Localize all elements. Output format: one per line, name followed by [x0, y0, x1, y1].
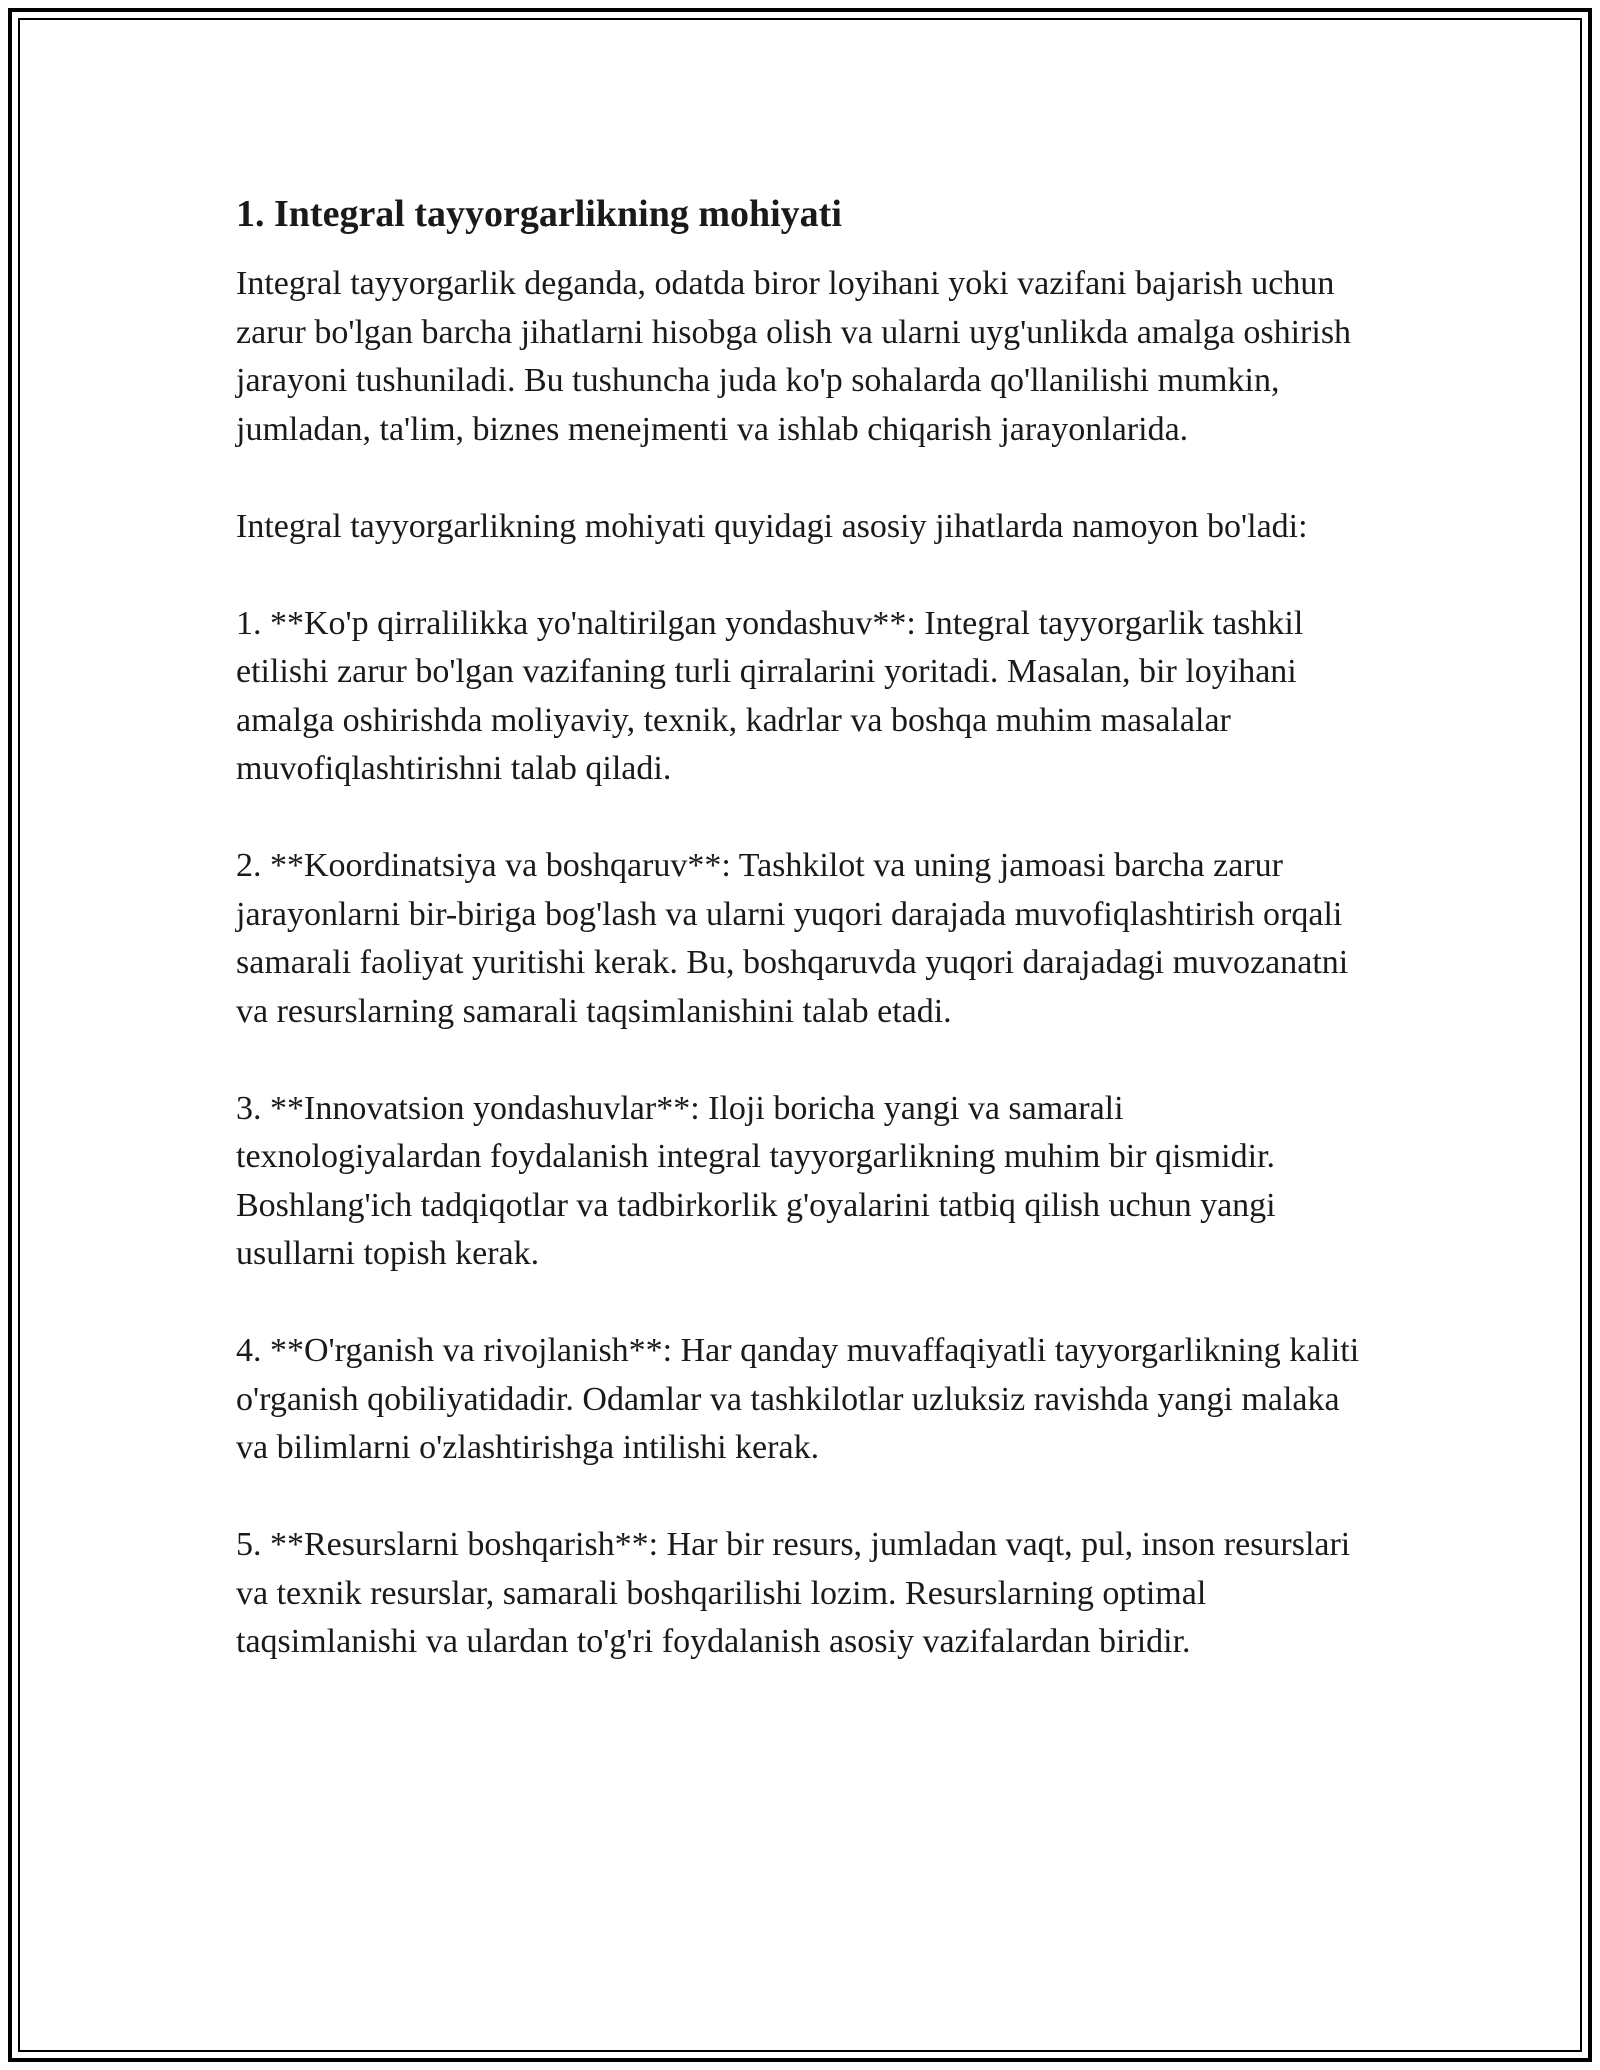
paragraph-gap — [236, 794, 1376, 843]
lead-paragraph: Integral tayyorgarlikning mohiyati quyidagi asosiy jihatlarda namoyon bo'ladi: — [236, 507, 1308, 545]
intro-paragraph: Integral tayyorgarlik deganda, odatda biror loyihani yoki vazifani bajarish uchun zarur bo'lgan barcha jihatlarni hisobga olish va ularni uyg'unlikda amalga oshirish jarayoni tushuniladi. Bu tushuncha juda ko'p sohalarda qo'llanilishi mumkin, jumladan, ta'lim, biznes menejmenti va ishlab chiqarish jarayonlarida. — [236, 265, 1352, 448]
paragraph-gap — [236, 454, 1376, 503]
paragraph-gap — [236, 551, 1376, 600]
list-item-2: 2. **Koordinatsiya va boshqaruv**: Tashkilot va uning jamoasi barcha zarur jarayonlarni bir-biriga bog'lash va ularni yuqori darajada muvofiqlashtirish orqali samarali faoliyat yuritishi kerak. Bu, boshqaruvda yuqori darajadagi muvozanatni va resurslarning samarali taqsimlanishini talab etadi. — [236, 847, 1349, 1030]
paragraph-gap — [236, 1279, 1376, 1328]
paragraph-gap — [236, 1036, 1376, 1085]
list-item-5: 5. **Resurslarni boshqarish**: Har bir resurs, jumladan vaqt, pul, inson resurslari va texnik resurslar, samarali boshqarilishi lozim. Resurslarning optimal taqsimlanishi va ulardan to'g'ri foydalanish asosiy vazifalardan biridir. — [236, 1526, 1351, 1660]
document-title: 1. Integral tayyorgarlikning mohiyati — [236, 193, 842, 235]
list-item-3: 3. **Innovatsion yondashuvlar**: Iloji boricha yangi va samarali texnologiyalardan foydalanish integral tayyorgarlikning muhim bir qismidir. Boshlang'ich tadqiqotlar va tadbirkorlik g'oyalarini tatbiq qilish uchun yangi usullarni topish kerak. — [236, 1089, 1276, 1272]
paragraph-gap — [236, 1473, 1376, 1522]
document-body — [236, 186, 1376, 1667]
list-item-4: 4. **O'rganish va rivojlanish**: Har qanday muvaffaqiyatli tayyorgarlikning kaliti o'rganish qobiliyatidadir. Odamlar va tashkilotlar uzluksiz ravishda yangi malaka va bilimlarni o'zlashtirishga intilishi kerak. — [236, 1332, 1360, 1466]
list-item-1: 1. **Ko'p qirralilikka yo'naltirilgan yondashuv**: Integral tayyorgarlik tashkil etilishi zarur bo'lgan vazifaning turli qirralarini yoritadi. Masalan, bir loyihani amalga oshirishda moliyaviy, texnik, kadrlar va boshqa muhim masalalar muvofiqlashtirishni talab qiladi. — [236, 604, 1304, 787]
